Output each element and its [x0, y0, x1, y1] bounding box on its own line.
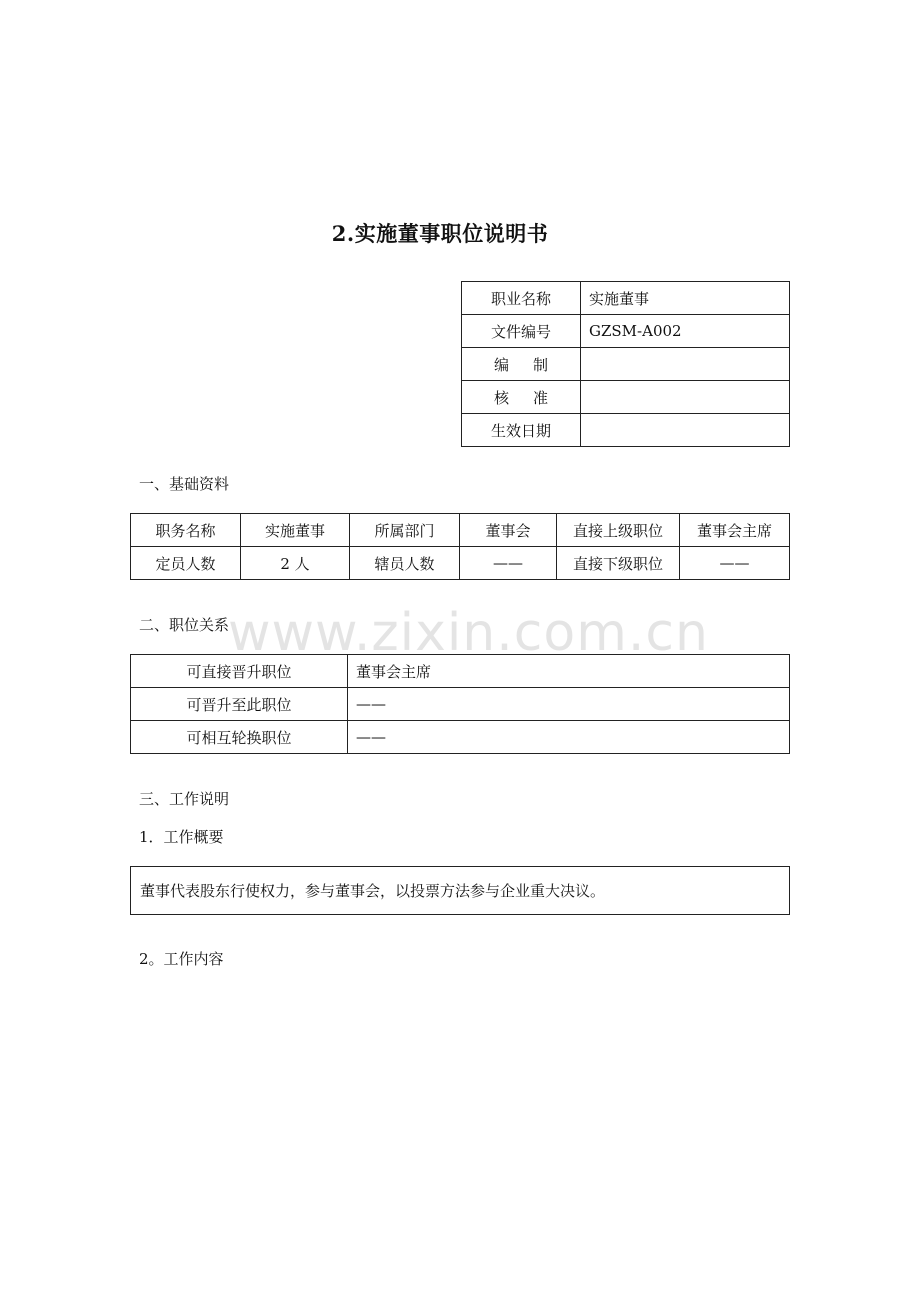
relation-label: 可晋升至此职位: [131, 688, 348, 721]
meta-value: [581, 414, 790, 447]
table-cell: 辖员人数: [350, 547, 460, 580]
table-row: [131, 547, 790, 580]
table-cell: 董事会: [460, 514, 557, 547]
document-title: 2.实施董事职位说明书: [331, 221, 549, 246]
meta-label: 职业名称: [462, 282, 581, 315]
table-cell: 直接上级职位: [557, 514, 680, 547]
meta-value: [581, 348, 790, 381]
table-row: [462, 414, 790, 447]
meta-label: 文件编号: [462, 315, 581, 348]
table-row: [462, 348, 790, 381]
table-row: [131, 514, 790, 547]
relation-label: 可直接晋升职位: [131, 655, 348, 688]
table-cell: 定员人数: [131, 547, 241, 580]
table-row: [131, 655, 790, 688]
table-cell: 直接下级职位: [557, 547, 680, 580]
meta-value: 实施董事: [581, 282, 790, 315]
document-meta-table: [461, 281, 790, 447]
table-row: [462, 282, 790, 315]
meta-label: 生效日期: [462, 414, 581, 447]
subheading-work-summary: 1．工作概要: [139, 828, 224, 846]
position-relations-table: [130, 654, 790, 754]
meta-label: 编制: [462, 348, 581, 381]
relation-label: 可相互轮换职位: [131, 721, 348, 754]
table-row: [131, 867, 790, 915]
table-row: [462, 315, 790, 348]
table-cell: 2 人: [241, 547, 350, 580]
meta-value: [581, 381, 790, 414]
section-heading-relations: 二、职位关系: [139, 616, 230, 634]
basic-info-table: [130, 513, 790, 580]
table-row: [462, 381, 790, 414]
table-row: [131, 721, 790, 754]
subheading-work-content: 2。工作内容: [139, 950, 224, 968]
relation-value: 董事会主席: [348, 655, 790, 688]
watermark: www.zixin.com.cn: [228, 603, 709, 663]
meta-label: 核准: [462, 381, 581, 414]
table-cell: 董事会主席: [680, 514, 790, 547]
work-summary-box: [130, 866, 790, 915]
work-summary-text: 董事代表股东行使权力，参与董事会，以投票方法参与企业重大决议。: [131, 867, 790, 915]
relation-value: ——: [348, 721, 790, 754]
table-cell: 实施董事: [241, 514, 350, 547]
table-cell: ——: [460, 547, 557, 580]
table-cell: 所属部门: [350, 514, 460, 547]
meta-value: GZSM-A002: [581, 315, 790, 348]
section-heading-work: 三、工作说明: [139, 790, 230, 808]
relation-value: ——: [348, 688, 790, 721]
table-cell: ——: [680, 547, 790, 580]
table-row: [131, 688, 790, 721]
table-cell: 职务名称: [131, 514, 241, 547]
section-heading-basic: 一、基础资料: [139, 475, 230, 493]
